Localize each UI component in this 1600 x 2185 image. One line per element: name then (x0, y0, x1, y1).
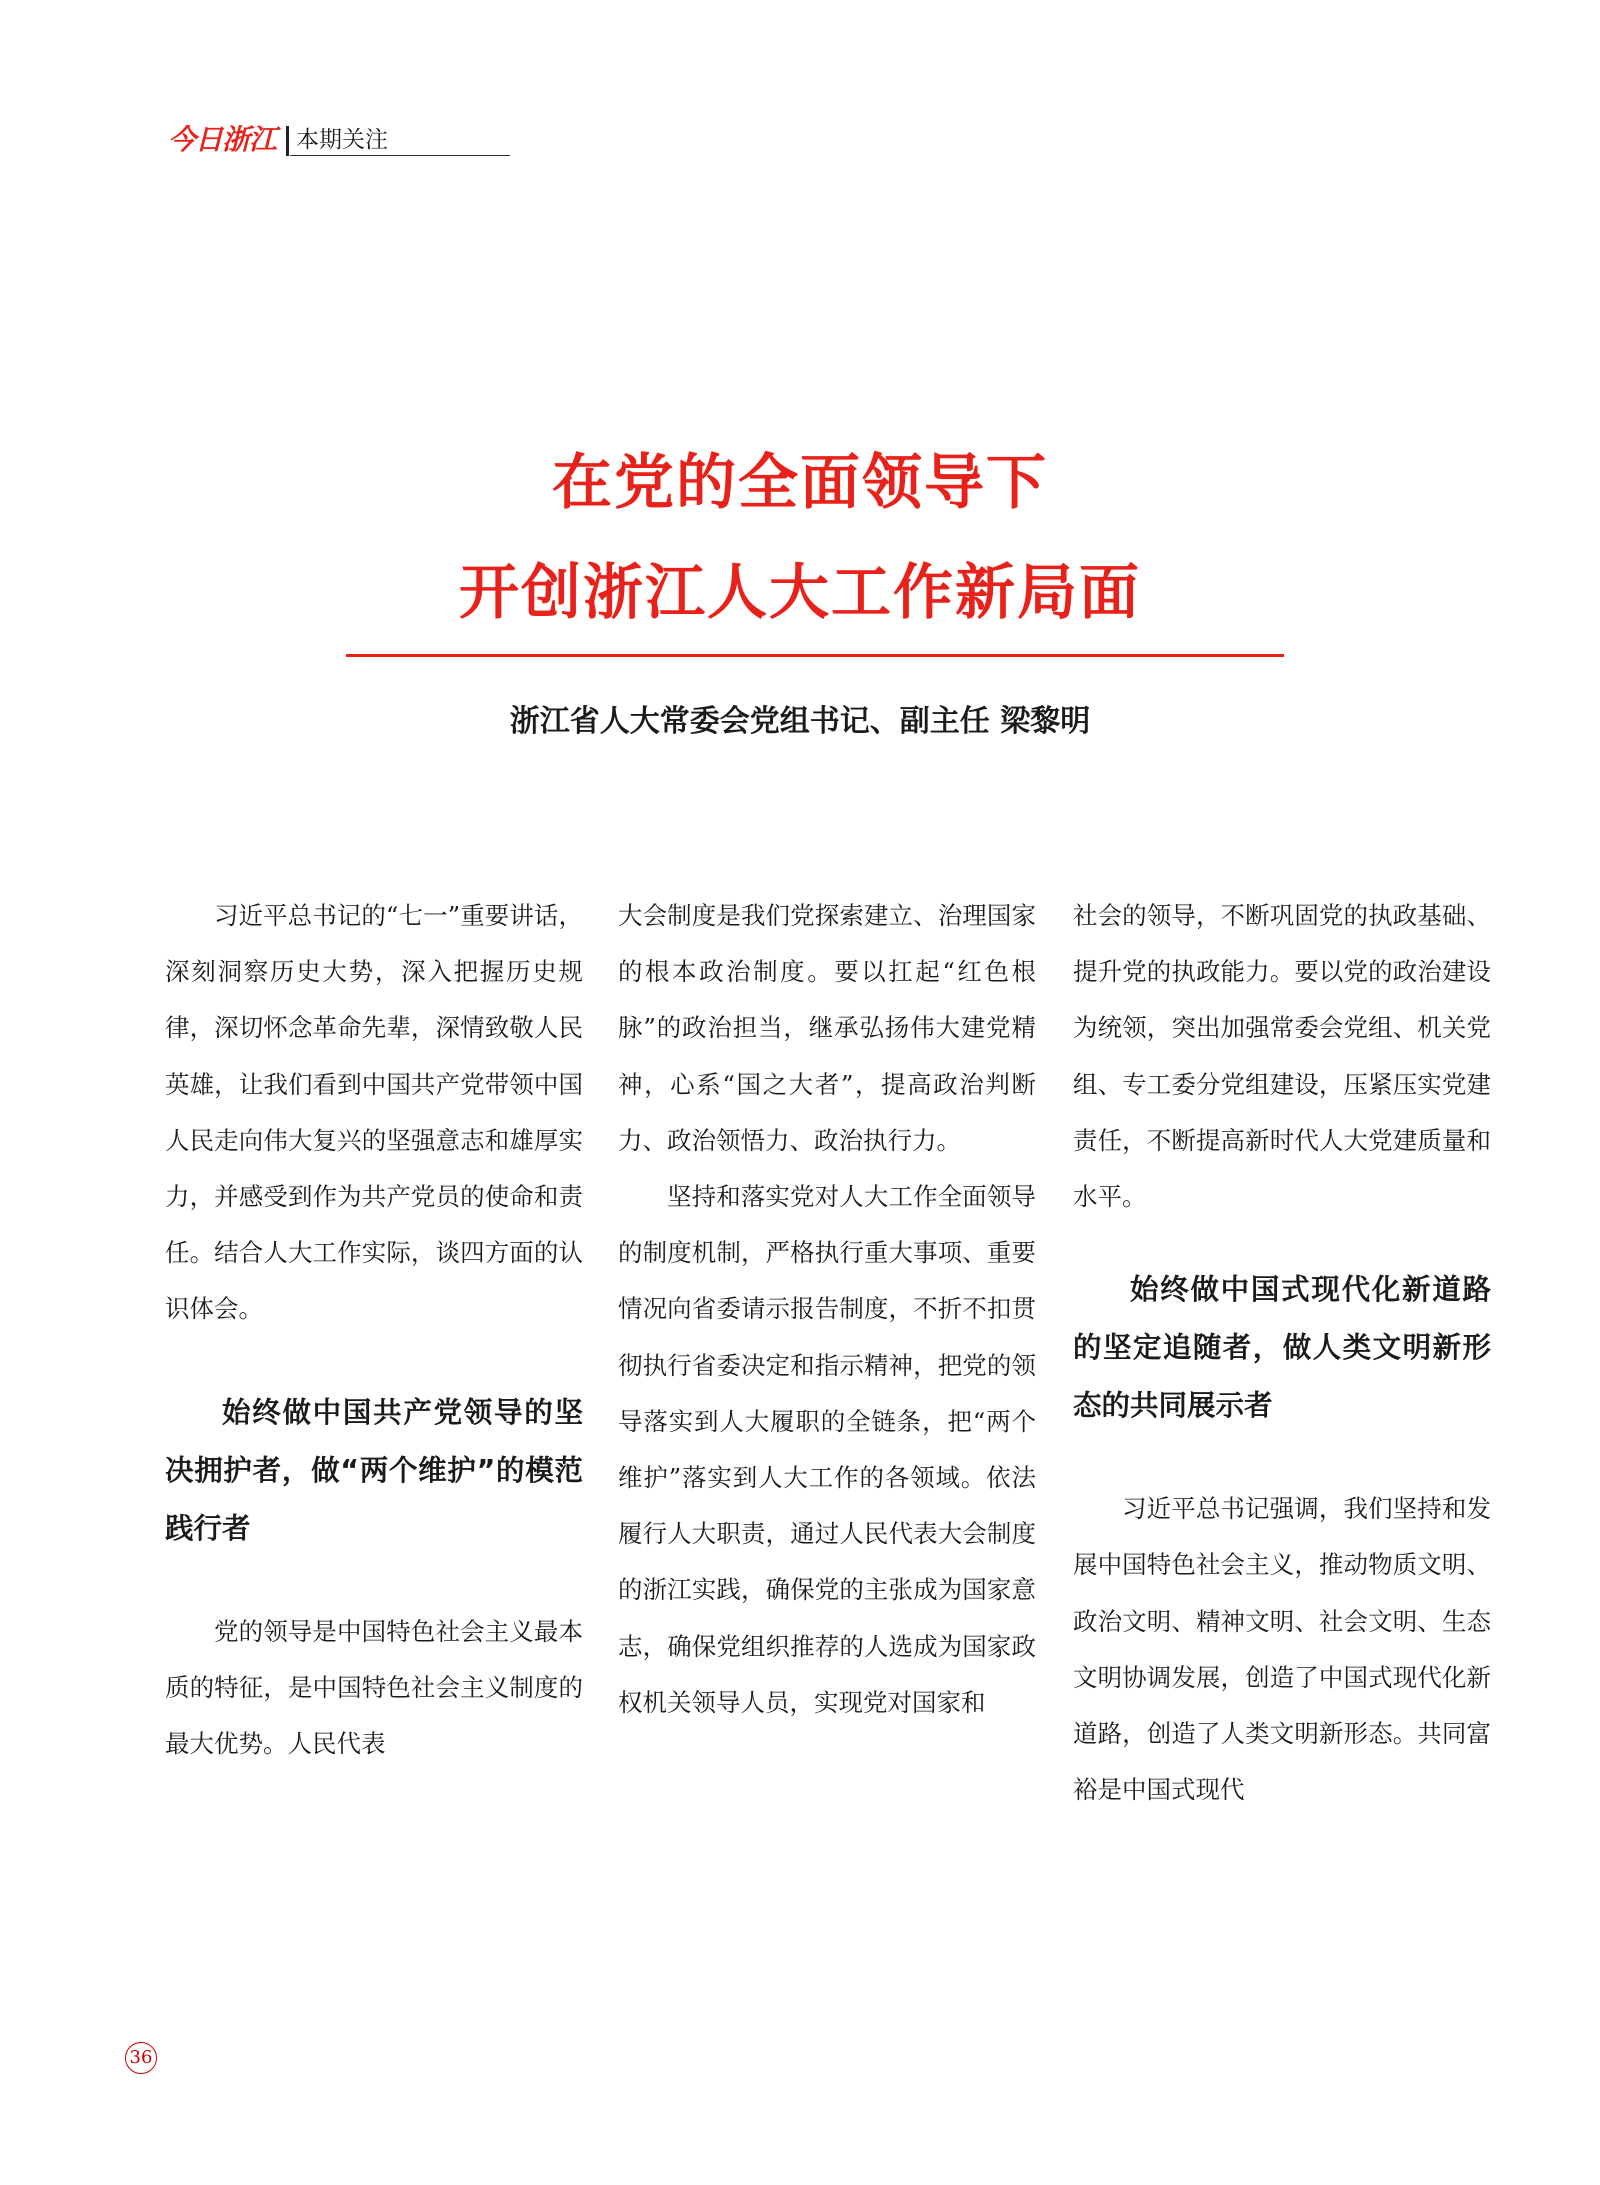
magazine-logo: 今日浙江 (168, 123, 277, 156)
text-column-2 (618, 888, 1036, 1731)
paragraph-continued: 大会制度是我们党探索建立、治理国家的根本政治制度。要以扛起“红色根脉”的政治担当，继承弘扬伟大建党精神，心系“国之大者”，提高政治判断力、政治领悟力、政治执行力。 (618, 901, 1036, 1155)
header-rule (290, 155, 510, 156)
paragraph: 坚持和落实党对人大工作全面领导的制度机制，严格执行重大事项、重要情况向省委请示报告制度，不折不扣贯彻执行省委决定和指示精神，把党的领导落实到人大履职的全链条，把“两个维护”落实到人大工作的各领域。依法履行人大职责，通过人民代表大会制度的浙江实践，确保党的主张成为国家意志，确保党组织推荐的人选成为国家政权机关领导人员，实现党对国家和 (618, 1182, 1036, 1717)
paragraph: 习近平总书记的“七一”重要讲话，深刻洞察历史大势，深入把握历史规律，深切怀念革命先辈，深情致敬人民英雄，让我们看到中国共产党带领中国人民走向伟大复兴的坚强意志和雄厚实力，并感受到作为共产党员的使命和责任。结合人大工作实际，谈四方面的认识体会。 (165, 901, 583, 1324)
title-rule (346, 654, 1284, 657)
section-label: 本期关注 (296, 127, 388, 153)
section-heading: 始终做中国式现代化新道路的坚定追随者，做人类文明新形态的共同展示者 (1073, 1273, 1491, 1423)
running-header (168, 124, 510, 156)
article-title-line-1: 在党的全面领导下 (552, 448, 1048, 518)
header-divider (286, 126, 289, 156)
page-number: 36 (125, 2042, 157, 2074)
paragraph: 党的领导是中国特色社会主义最本质的特征，是中国特色社会主义制度的最大优势。人民代表 (165, 1616, 583, 1759)
paragraph: 习近平总书记强调，我们坚持和发展中国特色社会主义，推动物质文明、政治文明、精神文明、社会文明、生态文明协调发展，创造了中国式现代化新道路，创造了人类文明新形态。共同富裕是中国式现代 (1073, 1494, 1491, 1805)
section-heading: 始终做中国共产党领导的坚决拥护者，做“两个维护”的模范践行者 (165, 1395, 583, 1545)
text-column-3 (1073, 888, 1491, 1818)
paragraph-continued: 社会的领导，不断巩固党的执政基础、提升党的执政能力。要以党的政治建设为统领，突出加强常委会党组、机关党组、专工委分党组建设，压紧压实党建责任，不断提高新时代人大党建质量和水平。 (1073, 901, 1491, 1212)
article-title-line-2: 开创浙江人大工作新局面 (459, 558, 1141, 628)
author-byline: 浙江省人大常委会党组书记、副主任 梁黎明 (509, 704, 1091, 739)
text-column-1 (165, 888, 583, 1772)
